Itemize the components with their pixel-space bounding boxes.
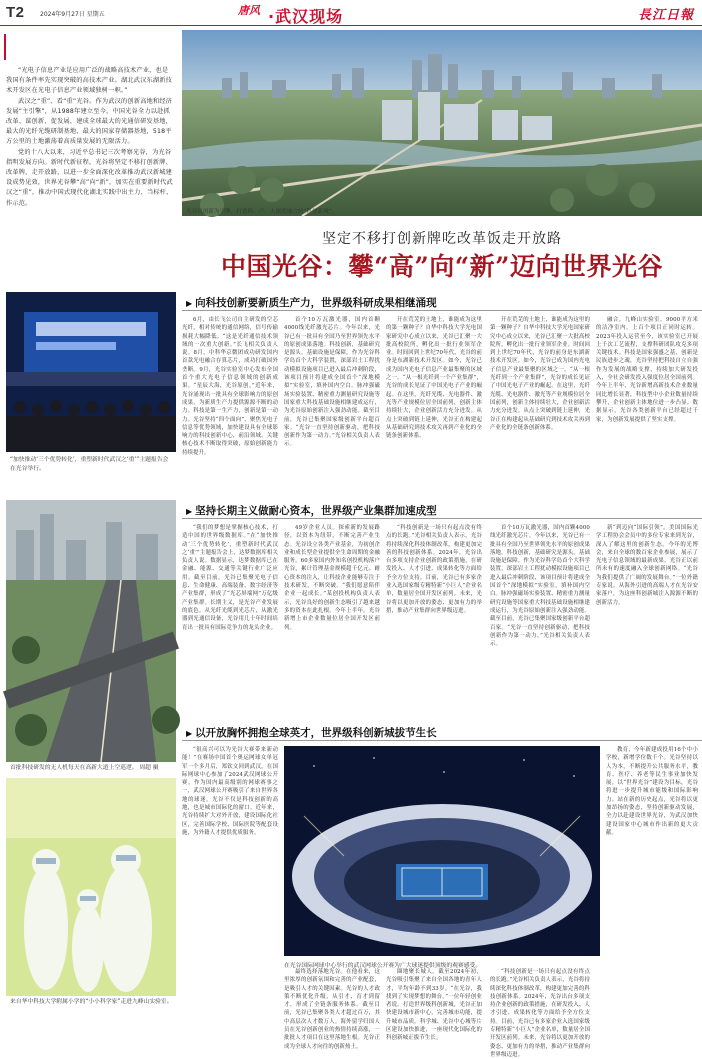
article-column: “我们的梦想是掌握核心技术，打造中国的世界级数据库。”在“加快推动‘三个优势转化’，重塑新时代武汉之‘重’”主题报告会上，达梦数据库相关负责人说。数据显示，达梦数据库已在金融、能源、交通等关键行业广泛应用。截至目前，光谷已集聚光电子信息、生命健康、高端装备、数字经济等产业集群，形成了“光芯屏端网”万亿级产业集群。长期主义，是光谷产业发展的底色。从光纤光缆到光芯片，从激光器到光通信设备，光谷用几十年时间培育出一批具有国际竞争力的龙头企业。	[182, 525, 278, 631]
triangle-marker-icon: ▶	[186, 299, 193, 308]
photo-highway-caption: 首批科技研发的无人机每天在高新大道上空巡逻。 周超 摄	[10, 765, 159, 771]
photo-lab-caption: 来自华中科技大学附属小学的“小小科学家”走进九峰山实验室。	[10, 999, 173, 1005]
article-column: 最终选择落地光谷。在他看来，这里浓厚的创新氛围和完善的产业配套，是吸引人才的关键因素。光谷的人才政策不断优化升级，从引才、育才到留才，形成了全链条服务体系。截至目前，光谷已集聚各类人才超过百万，其中高层次人才数万人。海外留学归国人员在光谷创新创业的热情持续高涨，一批批人才项目在这里落地生根。光谷正成为全球人才向往的创新热土。	[284, 969, 380, 1050]
article-column: 首个10万瓦激光器，国内首颗4000线光纤激光芯片。今年以来，光谷已有一批具有全国乃至世界领先水平的原创成果落地。科技创新，基础研究是源头。基础设施是保障。作为光谷科学岛首个大科学装置，深部岩土工程扰动模拟设施项目已进入最后冲刺阶段，该项目预计将建成全国首个“深地模拟”实验室，填补国内空白。脉冲强磁场实验装置、精密重力测量研究设施等国家重大科技基础设施相继建成运行，为光谷原始创新注入强劲动能。截至目前，光谷已集聚国家级创新平台超百家。“光谷一直坚持创新驱动，把科技创新作为第一动力。”光谷相关负责人表示。	[490, 525, 590, 648]
triangle-marker-icon: ▶	[186, 729, 193, 738]
intro-paragraph: 党的十八大以来，习近平总书记三次考察光谷，为光谷指明发展方向。新时代新征程，光谷将坚定不移打创新牌、改革牌、走开放路，以进一步全面深化改革推动武汉新城建设成势见效，世界光谷攀“高”向“新”，加实在重要新时代武汉之“重”，推动中国式现代化湖北实践中出主力、当标杆、作示范。	[6, 148, 173, 207]
section-brand	[238, 2, 458, 24]
subhead-section-3	[186, 725, 437, 740]
article-column: “科技创新是一场只有起点没有终点的长跑。”光谷相关负责人表示，光谷将持续深化科技体制改革，构建更加完善的科技创新体系。2024年，光谷出台多项支持企业创新的政策措施，在研发投入、人才引进、成果转化等方面给予全方位支持。目前，光谷已有多家企业入选国家级专精特新“小巨人”企业名单，数量居全国开发区前列。未来，光谷将以更加开放的姿态、更加有力的举措，推动产业集群向世界级迈进。	[490, 969, 591, 1058]
intro-editorial	[6, 66, 174, 209]
section-name: ·武汉现场	[268, 7, 344, 26]
photo-conference-stage	[6, 292, 176, 452]
subhead-text: 向科技创新要新质生产力，世界级科研成果相继涌现	[195, 297, 437, 309]
lab-illustration	[6, 778, 176, 996]
triangle-marker-icon: ▶	[186, 507, 193, 516]
article-column: 49岁企业人员。探索新的发展路径，以资本为纽带，不断完善产业生态。光谷设立各类产业基金，为初创企业和成长型企业提供全生命周期的金融服务。60多家国内外知名创投机构落户光谷，累计管理基金规模超千亿元。耐心资本的注入，让科技企业能够专注于技术研发，不断突破。“我们愿意陪伴企业一起成长。”某创投机构负责人表示，光谷良好的创新生态吸引了越来越多的资本在此扎根。今年上半年，光谷新增上市企业数量位居全国开发区前列。	[284, 525, 380, 631]
photo-highway-drone	[6, 500, 176, 762]
photo-lab-children	[6, 778, 176, 996]
article-column: 新“到迈向“国际引领”。美国国际光学工程协会会员中的多位专家来到光谷，深入了解这里的创新生态。今年的光博会，来自全球的数百家企业参展，展示了光电子信息领域的最新成果。光谷正以前所未有的速度融入全球创新网络。“光谷为我们提供了广阔的发展舞台。”一位外籍专家说。从海外引进的高端人才在光谷安家落户，为这座科创新城注入源源不断的创新活力。	[596, 525, 698, 606]
page-number: T2	[6, 4, 25, 21]
hero-photo-caption: 光谷以创新为引擎，打造科、产、人深度融合的“科创新城”。	[186, 209, 338, 215]
divider	[182, 740, 702, 741]
article-column: 教育，今年新建成投用16个中小学校，新增学位数千个。光谷坚持以人为本，不断提升公共服务水平，教育、医疗、养老等民生事业加快发展。以“世界光谷”建设为目标，光谷将进一步提升城市能级和国际影响力。站在新的历史起点，光谷将以更加昂扬的姿态，坚持创新驱动发展，全力以赴建设世界光谷，为武汉加快建设国家中心城市作出新的更大贡献。	[606, 747, 698, 836]
intro-paragraph: 武汉之“重”、看“重”光谷。作为武汉的创新高地和经济发展“主引擎”，从1988年建立至今，中国光谷全力以赴抓改革、谋创新、促发展，建成全球最大的光通信研发基地，最大的光纤光缆研制基地，最大的国家存储器基地，518平方公里的土地激荡着高质量发展的无限活力。	[6, 97, 173, 146]
article-column: 圈地聚长城人。截至2024年初，光谷吸引集聚了来自全国各地的青年人才，平均年龄不到33岁。“在光谷，我找到了实现梦想的舞台。”一位年轻创业者说。打造世界级科创新城，光谷正加快建设城市新中心，完善城市功能，提升城市品质。科学城、光谷中心城等片区建设加快推进，一座现代化国际化的科创新城正拔节生长。	[386, 969, 482, 1042]
subhead-section-2	[186, 503, 437, 518]
article-column: 开在荒芜的土地上，谁能成为这里的第一颗种子？自华中科技大学光电国家研究中心成立以来，光谷已汇聚一大批高校院所，孵化出一批行业领军企业。时间回到上世纪70年代，光谷的前身是东湖新技术开发区。如今，光谷已成为国内光电子信息产业最集聚的区域之一。“从一根光纤到一个产业集群”，光谷的成长见证了中国光电子产业的崛起。在这里，光纤光缆、光电器件、激光等产业规模位居全国前列，创新主体持续壮大，企业创新活力充分迸发。从点上突破到链上延伸，光谷正在构建起从基础研究到技术攻关再到产业化的全链条创新体系。	[386, 317, 482, 440]
article-column: “很高兴可以为光谷大赛带来新动能！”在赛场中国首个奥运网球女单冠军一个多月后，郑钦文回到武汉，在国际网球中心参加了2024武汉网球公开赛。作为国内最高级别的网球赛事之一，武汉网球公开赛吸引了来自世界各地的球迷。光谷不仅是科技创新的高地，也是城市国际化的窗口。近年来，光谷持续扩大对外开放，建设国际化社区，完善国际学校、国际医院等配套设施，为外籍人才提供优质服务。	[182, 747, 278, 836]
divider	[182, 518, 702, 519]
hero-photo-cityscape	[182, 30, 702, 216]
article-column: 首个10万瓦激光器，国内首颗4000线光纤激光芯片。今年以来，光谷已有一批具有全国乃至世界领先水平的原创成果落地。科技创新，基础研究是源头。基础设施是保障。作为光谷科学岛首个大科学装置，深部岩土工程扰动模拟设施项目已进入最后冲刺阶段，该项目预计将建成全国首个“深地模拟”实验室，填补国内空白。脉冲强磁场实验装置、精密重力测量研究设施等国家重大科技基础设施相继建成运行，为光谷原始创新注入强劲动能。截至目前，光谷已集聚国家级创新平台超百家。“光谷一直坚持创新驱动，把科技创新作为第一动力。”光谷相关负责人表示。	[284, 317, 380, 448]
newspaper-logo: 長江日報	[637, 8, 694, 23]
article-column: 6月，由长飞公司自主研发的空芯光纤，相对传统的通信网络，信号传输损耗大幅降低。“这是光纤通信技术领域的一次重大创新。”长飞相关负责人说。8月，中科华京微团成功研发国内首款光电融合存算芯片，成功打破国外垄断。9月，光谷实验室中心发布全国首个重大光电子信息领域的创新成果。“星辰大海，光谷原创。”近年来，光谷涌现出一批具有全球影响力的原创成果，为新质生产力提供源源不断的动力。科技是第一生产力，创新是第一动力。光谷坚持“四个面向”，聚焦光电子信息等优势领域，加快建设具有全球影响力的科技创新中心，前沿领域、关键核心技术不断取得突破，原始创新能力持续提升。	[182, 317, 278, 456]
intro-accent-line	[4, 34, 6, 60]
issue-date: 2024年9月27日 星期五	[40, 11, 105, 18]
article-column: 开在荒芜的土地上，谁能成为这里的第一颗种子？自华中科技大学光电国家研究中心成立以来，光谷已汇聚一大批高校院所，孵化出一批行业领军企业。时间回到上世纪70年代，光谷的前身是东湖新技术开发区。如今，光谷已成为国内光电子信息产业最集聚的区域之一。“从一根光纤到一个产业集群”，光谷的成长见证了中国光电子产业的崛起。在这里，光纤光缆、光电器件、激光等产业规模位居全国前列，创新主体持续壮大，企业创新活力充分迸发。从点上突破到链上延伸，光谷正在构建起从基础研究到技术攻关再到产业化的全链条创新体系。	[490, 317, 590, 431]
photo-stadium-caption: 在光谷国际网球中心举行的武汉网球公开赛为广大球迷提供顶级的观赛感受。	[284, 963, 482, 969]
stadium-illustration	[284, 746, 600, 956]
article-column: 融合。九峰山实验室，9000平方米的洁净室内，上百个项目正同时运转。2023年投入运营至今，该实验室已开展上千次工艺流程，支撑科研团队攻克多项关键技术。科技是国家强盛之基，创新是民族进步之魂。光谷坚持把科技自立自强作为发展的战略支撑，持续加大研发投入，全社会研发投入强度位居全国前列。今年上半年，光谷新增高新技术企业数量同比增长显著，科技型中小企业数量持续攀升，企业创新主体地位进一步凸显。数据显示，光谷各类创新平台已经超过千家，为创新发展提供了坚实支撑。	[596, 317, 698, 423]
article-column: “科技创新是一场只有起点没有终点的长跑。”光谷相关负责人表示，光谷将持续深化科技体制改革，构建更加完善的科技创新体系。2024年，光谷出台多项支持企业创新的政策措施，在研发投入、人才引进、成果转化等方面给予全方位支持。目前，光谷已有多家企业入选国家级专精特新“小巨人”企业名单，数量居全国开发区前列。未来，光谷将以更加开放的姿态、更加有力的举措，推动产业集群向世界级迈进。	[386, 525, 482, 614]
headline-kicker: 坚定不移打创新牌吃改革饭走开放路	[322, 231, 562, 247]
conference-illustration	[6, 292, 176, 452]
cityscape-illustration	[182, 30, 702, 216]
highway-illustration	[6, 500, 176, 762]
subhead-text: 坚持长期主义做耐心资本，世界级产业集群加速成型	[195, 505, 437, 517]
subhead-text: 以开放胸怀拥抱全球英才，世界级科创新城拔节生长	[195, 727, 437, 739]
section-deco: 唐风	[238, 4, 260, 17]
photo-conference-caption: “加快推动‘三个优势转化’，重塑新时代武汉之‘重’”主题报告会在光谷举行。	[10, 457, 169, 472]
masthead	[0, 0, 702, 26]
subhead-section-1	[186, 295, 437, 310]
main-headline: 中国光谷：攀“高”向“新”迈向世界光谷	[220, 252, 664, 281]
divider	[182, 310, 702, 311]
intro-paragraph: “光电子信息产业是应用广泛的战略高技术产业，也是我国有条件率先实现突破的高技术产业。湖北武汉东湖新技术开发区在光电子信息产业领域独树一帜。”	[6, 67, 173, 95]
photo-tennis-stadium	[284, 746, 600, 956]
